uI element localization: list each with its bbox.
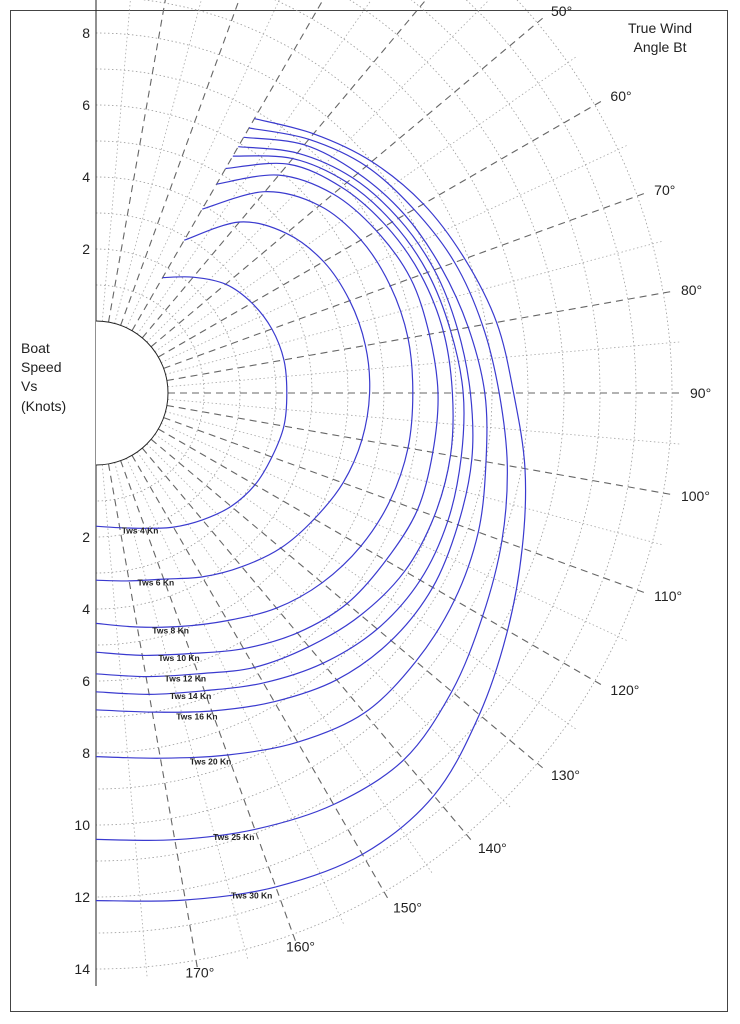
speed-tick-upper: 8 [82, 25, 90, 41]
speed-tick-upper: 4 [82, 169, 90, 185]
speed-tick-lower: 14 [74, 961, 90, 977]
tws-curve-label: Tws 30 Kn [230, 890, 273, 901]
angle-spoke-minor [166, 241, 664, 375]
tws-curve-label: Tws 25 Kn [213, 832, 255, 843]
angle-tick-label: 80° [680, 281, 703, 298]
angle-tick-label: 120° [610, 682, 640, 698]
angle-tick-label: 70° [654, 181, 676, 198]
tws-curve [96, 128, 507, 843]
y-label-line-2: Speed [21, 359, 62, 375]
speed-tick-lower: 10 [74, 817, 90, 833]
angle-spoke-major [158, 429, 605, 687]
angle-spoke-major [142, 0, 474, 338]
angle-tick-label: 110° [654, 588, 683, 605]
angle-spoke-major [151, 15, 546, 347]
angle-tick-label: 100° [680, 488, 710, 505]
curves-layer [96, 119, 526, 902]
speed-ring [96, 0, 564, 861]
speed-tick-lower: 6 [82, 673, 90, 689]
tws-curve-label: Tws 16 Kn [176, 711, 218, 722]
angle-spoke-minor [115, 0, 249, 323]
angle-spoke-major [121, 0, 297, 325]
angle-tick-label: 150° [393, 899, 422, 916]
speed-ring [96, 0, 600, 897]
angle-spoke-minor [137, 452, 433, 875]
angle-spoke-major [132, 0, 390, 331]
angle-spoke-minor [166, 412, 664, 546]
labels-layer [74, 0, 711, 980]
angle-spoke-major [167, 406, 675, 496]
chart-title-line-2: Angle Bt [633, 39, 687, 55]
tws-curve-label: Tws 20 Kn [189, 756, 232, 767]
y-label-line-4: (Knots) [21, 398, 67, 414]
angle-tick-label: 160° [286, 938, 316, 955]
grid-layer [96, 0, 684, 986]
tws-curve-label: Tws 6 Kn [137, 577, 175, 588]
angle-tick-label: 60° [610, 88, 632, 104]
angle-tick-label: 90° [690, 385, 712, 401]
speed-ring [96, 0, 636, 933]
angle-spoke-minor [147, 0, 512, 342]
inner-circle [96, 321, 168, 465]
tws-curve-label: Tws 4 Kn [121, 525, 159, 536]
angle-spoke-minor [168, 342, 682, 387]
angle-tick-label: 50° [551, 3, 573, 20]
angle-tick-label: 170° [185, 964, 215, 981]
y-label-line-1: Boat [21, 340, 50, 356]
speed-tick-lower: 8 [82, 745, 90, 761]
angle-spoke-minor [155, 434, 578, 730]
speed-tick-lower: 4 [82, 601, 90, 617]
angle-tick-label: 140° [477, 840, 507, 857]
speed-tick-lower: 12 [74, 889, 90, 905]
tws-curve [96, 119, 526, 902]
tws-curve-label: Tws 14 Kn [169, 690, 212, 701]
angle-tick-label: 130° [551, 766, 580, 783]
speed-ring [96, 0, 672, 969]
angle-spoke-minor [102, 0, 147, 321]
tws-curve-label: Tws 8 Kn [152, 625, 189, 636]
angle-spoke-minor [168, 399, 682, 444]
chart-title-line-1: True Wind [627, 20, 693, 36]
y-label-line-3: Vs [21, 378, 38, 394]
tws-curve-label: Tws 12 Kn [164, 673, 207, 684]
speed-tick-upper: 2 [82, 241, 90, 257]
speed-tick-upper: 6 [82, 97, 90, 113]
speed-tick-lower: 2 [82, 529, 90, 545]
angle-spoke-minor [161, 423, 629, 641]
tws-curve-label: Tws 10 Kn [158, 653, 200, 664]
angle-spoke-major [109, 0, 199, 322]
angle-spoke-minor [147, 444, 512, 809]
angle-spoke-major [158, 99, 605, 357]
angle-spoke-major [142, 448, 474, 843]
